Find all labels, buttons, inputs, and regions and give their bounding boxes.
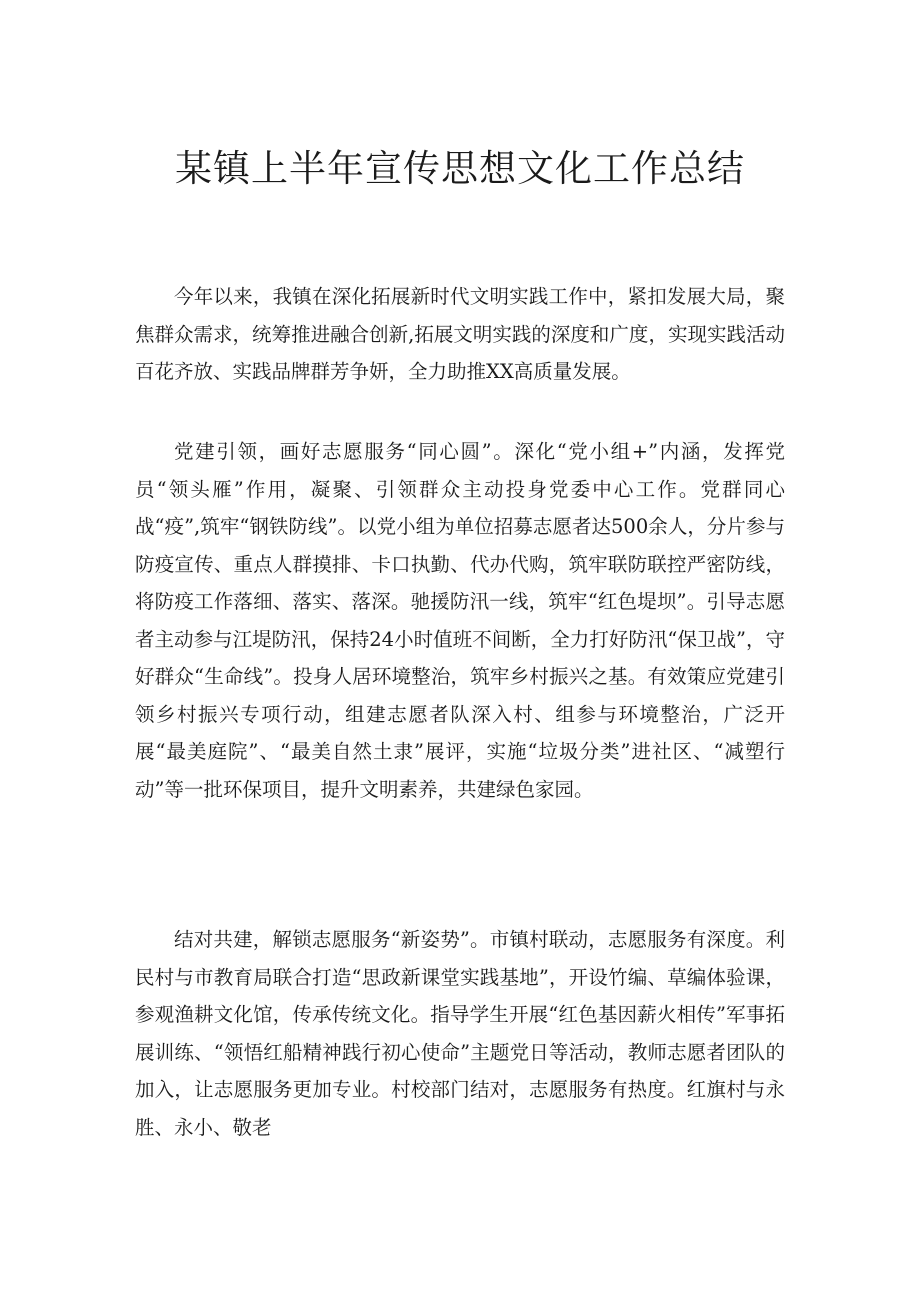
paragraph-pairing-cooperation: 结对共建，解锁志愿服务“新姿势”。市镇村联动，志愿服务有深度。利民村与市教育局联合打造“思政新课堂实践基地”，开设竹编、草编体验课，参观渔耕文化馆，传承传统文化。指导学生开展“红色基因薪火相传”军事拓展训练、“领悟红船精神践行初心使命”主题党日等活动，教师志愿者团队的加入，让志愿服务更加专业。村校部门结对，志愿服务有热度。红旗村与永胜、永小、敬老	[135, 928, 785, 1139]
document-title: 某镇上半年宣传思想文化工作总结	[175, 147, 745, 190]
paragraph-party-building: 党建引领，画好志愿服务“同心圆”。深化“党小组+”内涵，发挥党员“领头雁”作用，凝聚、引领群众主动投身党委中心工作。党群同心战“疫”,筑牢“钢铁防线”。以党小组为单位招募志愿者达500余人，分片参与防疫宣传、重点人群摸排、卡口执勤、代办代购，筑牢联防联控严密防线，将防疫工作落细、落实、落深。驰援防汛一线，筑牢“红色堤坝”。引导志愿者主动参与江堤防汛，保持24小时值班不间断，全力打好防汛“保卫战”，守好群众“生命线”。投身人居环境整治，筑牢乡村振兴之基。有效策应党建引领乡村振兴专项行动，组建志愿者队深入村、组参与环境整治，广泛开展“最美庭院”、“最美自然土隶”展评，实施“垃圾分类”进社区、“减塑行动”等一批环保项目，提升文明素养，共建绿色家园。	[135, 440, 785, 801]
paragraph-intro: 今年以来，我镇在深化拓展新时代文明实践工作中，紧扣发展大局，聚焦群众需求，统筹推进融合创新,拓展文明实践的深度和广度，实现实践活动百花齐放、实践品牌群芳争妍，全力助推XX高质量发展。	[135, 285, 785, 383]
